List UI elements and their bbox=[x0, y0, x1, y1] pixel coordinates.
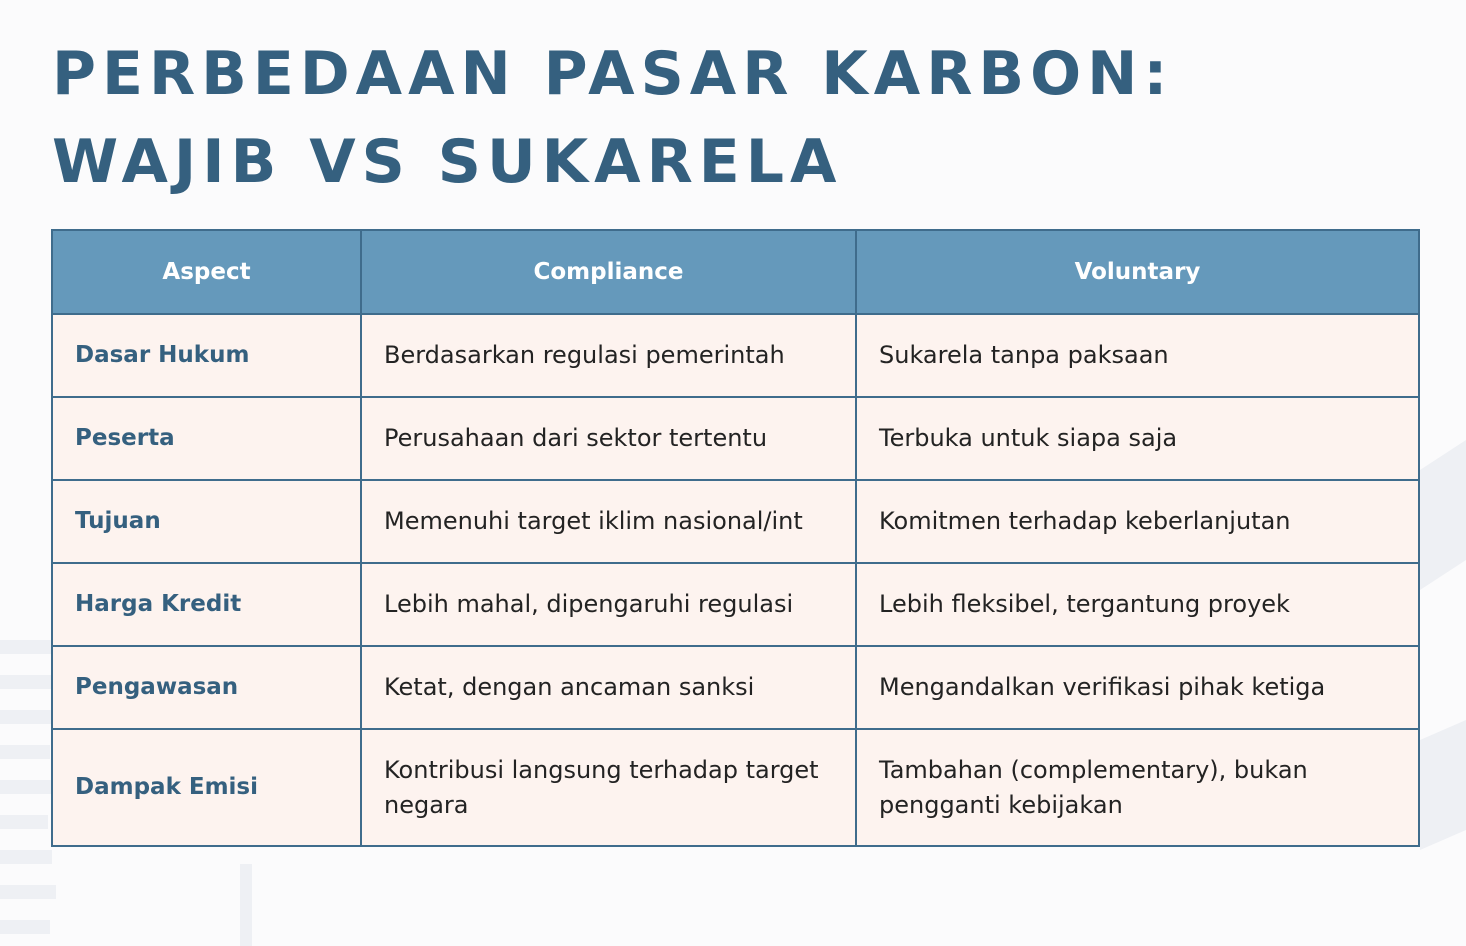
title-line-1: PERBEDAAN PASAR KARBON: bbox=[52, 39, 1174, 109]
row-aspect: Harga Kredit bbox=[52, 563, 361, 646]
row-voluntary: Sukarela tanpa paksaan bbox=[856, 314, 1419, 397]
row-voluntary: Lebih fleksibel, tergantung proyek bbox=[856, 563, 1419, 646]
row-aspect: Pengawasan bbox=[52, 646, 361, 729]
comparison-table bbox=[51, 229, 1420, 847]
row-voluntary: Mengandalkan verifikasi pihak ketiga bbox=[856, 646, 1419, 729]
row-aspect: Dasar Hukum bbox=[52, 314, 361, 397]
header-compliance: Compliance bbox=[361, 230, 856, 314]
row-compliance: Ketat, dengan ancaman sanksi bbox=[361, 646, 856, 729]
title-line-2: WAJIB VS SUKARELA bbox=[52, 127, 843, 197]
table-row bbox=[52, 314, 1419, 397]
row-compliance: Perusahaan dari sektor tertentu bbox=[361, 397, 856, 480]
header-aspect: Aspect bbox=[52, 230, 361, 314]
row-compliance: Lebih mahal, dipengaruhi regulasi bbox=[361, 563, 856, 646]
row-aspect: Tujuan bbox=[52, 480, 361, 563]
row-aspect: Peserta bbox=[52, 397, 361, 480]
header-voluntary: Voluntary bbox=[856, 230, 1419, 314]
table-row bbox=[52, 729, 1419, 846]
row-voluntary: Tambahan (complementary), bukan pengganti kebijakan bbox=[856, 729, 1419, 846]
table-header-row bbox=[52, 230, 1419, 314]
table-row bbox=[52, 563, 1419, 646]
row-voluntary: Komitmen terhadap keberlanjutan bbox=[856, 480, 1419, 563]
row-compliance: Kontribusi langsung terhadap target negara bbox=[361, 729, 856, 846]
table-row bbox=[52, 397, 1419, 480]
page-title bbox=[52, 30, 1412, 206]
row-compliance: Berdasarkan regulasi pemerintah bbox=[361, 314, 856, 397]
table-row bbox=[52, 480, 1419, 563]
row-aspect: Dampak Emisi bbox=[52, 729, 361, 846]
row-compliance: Memenuhi target iklim nasional/int bbox=[361, 480, 856, 563]
row-voluntary: Terbuka untuk siapa saja bbox=[856, 397, 1419, 480]
table-row bbox=[52, 646, 1419, 729]
